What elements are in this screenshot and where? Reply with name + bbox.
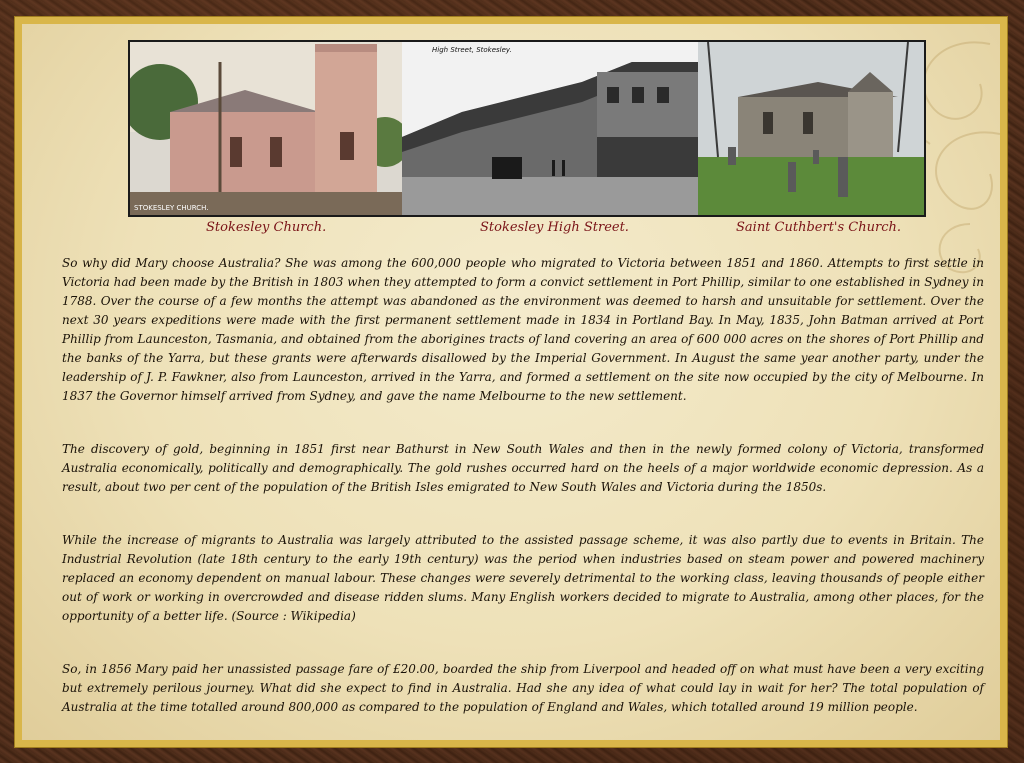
gold-frame xyxy=(14,16,1008,748)
photo-captions xyxy=(128,220,926,240)
photo-label: High Street, Stokesley. xyxy=(432,46,512,54)
stokesley-high-street-photo xyxy=(402,42,698,215)
photo-strip xyxy=(128,40,926,217)
article-body xyxy=(62,254,984,740)
paragraph: While the increase of migrants to Australia was largely attributed to the assisted passage scheme, it was also partly due to events in Britain. The Industrial Revolution (late 18th century to the early 19th century) was the period when industries based on steam power and powered machinery replaced an economy dependent on manual labour. These changes were severely detrimental to the working class, leaving thousands of people either out of work or working in overcrowded and disease ridden slums. Many English workers decided to migrate to Australia, among other places, for the opportunity of a better life. (Source : Wikipedia) xyxy=(62,533,984,623)
photo-label: STOKESLEY CHURCH. xyxy=(134,204,209,212)
caption-stokesley-high-street: Stokesley High Street. xyxy=(480,220,629,235)
stokesley-church-photo xyxy=(130,42,402,215)
paragraph: So why did Mary choose Australia? She was among the 600,000 people who migrated to Victoria between 1851 and 1860. Attempts to first settle in Victoria had been made by the British in 1803 when they attempted to form a convict settlement in Port Phillip, similar to one established in Sydney in 1788. Over the course of a few months the attempt was abandoned as the environment was deemed to harsh and unsuitable for settlement. Over the next 30 years expeditions were made with the first permanent settlement made in 1834 in Portland Bay. In May, 1835, John Batman arrived at Port Phillip from Launceston, Tasmania, and obtained from the aborigines tracts of land covering an area of 600 000 acres on the shores of Port Phillip and the banks of the Yarra, but these grants were afterwards disallowed by the Imperial Government. In August the same year another party, under the leadership of J. P. Fawkner, also from Launceston, arrived in the Yarra, and formed a settlement on the site now occupied by the city of Melbourne. In 1837 the Governor himself arrived from Sydney, and gave the name Melbourne to the new settlement. xyxy=(62,256,984,403)
paragraph: So, in 1856 Mary paid her unassisted passage fare of £20.00, boarded the ship from Liverpool and headed off on what must have been a very exciting but extremely perilous journey. What did she expect to find in Australia. Had she any idea of what could lay in wait for her? The total population of Australia at the time totalled around 800,000 as compared to the population of England and Wales, which totalled around 19 million people. xyxy=(62,662,984,714)
saint-cuthberts-church-photo xyxy=(698,42,924,215)
parchment-page xyxy=(22,24,1000,740)
caption-saint-cuthberts-church: Saint Cuthbert's Church. xyxy=(736,220,901,235)
paragraph: The discovery of gold, beginning in 1851 first near Bathurst in New South Wales and then in the newly formed colony of Victoria, transformed Australia economically, politically and demographically. The gold rushes occurred hard on the heels of a major worldwide economic depression. As a result, about two per cent of the population of the British Isles emigrated to New South Wales and Victoria during the 1850s. xyxy=(62,442,984,494)
caption-stokesley-church: Stokesley Church. xyxy=(206,220,327,235)
